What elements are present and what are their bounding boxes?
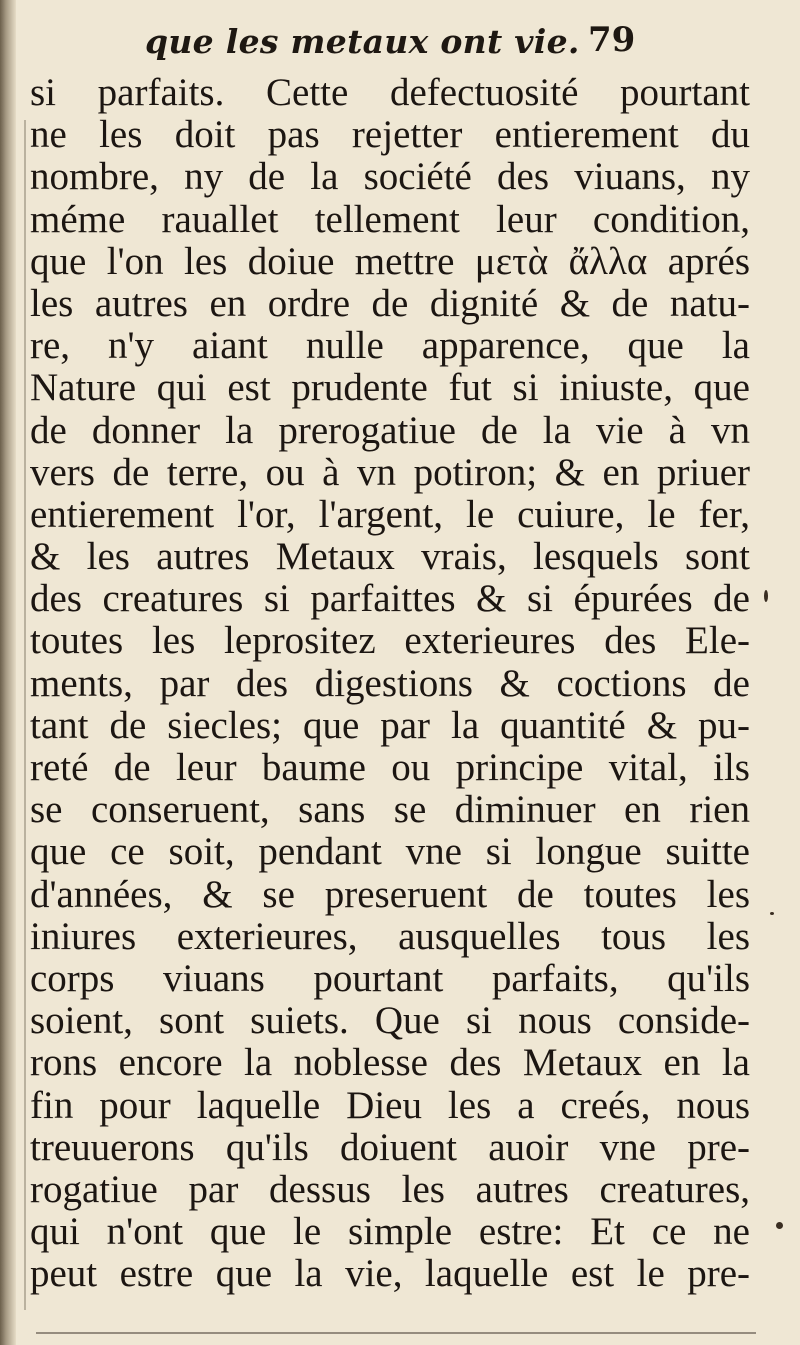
- text-line: rogatiue par dessus les autres creatures,: [30, 1168, 750, 1211]
- text-line: fin pour laquelle Dieu les a creés, nous: [30, 1084, 750, 1127]
- bottom-rule: [36, 1332, 756, 1334]
- text-line: ne les doit pas rejetter entierement du: [30, 114, 750, 157]
- text-line: rons encore la noblesse des Metaux en la: [30, 1042, 750, 1085]
- text-line: vers de terre, ou à vn potiron; & en priuer: [30, 451, 750, 494]
- text-line: nombre, ny de la société des viuans, ny: [30, 156, 750, 199]
- text-line: tant de siecles; que par la quantité & pu-: [30, 704, 750, 747]
- text-line: toutes les leprositez exterieures des Ele-: [30, 620, 750, 663]
- text-line: d'années, & se preseruent de toutes les: [30, 873, 750, 916]
- text-line: re, n'y aiant nulle apparence, que la: [30, 325, 750, 368]
- page-number: 79: [588, 20, 636, 60]
- text-line: que l'on les doiue mettre μετὰ ἄλλα aprés: [30, 240, 750, 283]
- gutter-line: [24, 120, 26, 1310]
- paper-speck: [764, 590, 768, 602]
- text-line: reté de leur baume ou principe vital, ils: [30, 747, 750, 789]
- page-binding-shadow: [0, 0, 16, 1345]
- text-line: si parfaits. Cette defectuosité pourtant: [30, 72, 750, 114]
- text-line: ments, par des digestions & coctions de: [30, 662, 750, 705]
- page-header: [0, 20, 800, 64]
- running-title: que les metaux ont vie.: [145, 22, 580, 61]
- text-line: corps viuans pourtant parfaits, qu'ils: [30, 957, 750, 1000]
- text-line: iniures exterieures, ausquelles tous les: [30, 915, 750, 958]
- text-line: treuuerons qu'ils doiuent auoir vne pre-: [30, 1126, 750, 1169]
- paper-speck: [776, 1222, 783, 1229]
- text-line: des creatures si parfaittes & si épurées de: [30, 578, 750, 621]
- text-line: soient, sont suiets. Que si nous conside-: [30, 1000, 750, 1043]
- body-text: [30, 72, 750, 1295]
- text-line: peut estre que la vie, laquelle est le pre-: [30, 1253, 750, 1296]
- text-line: & les autres Metaux vrais, lesquels sont: [30, 536, 750, 579]
- text-line: entierement l'or, l'argent, le cuiure, le fer,: [30, 493, 750, 536]
- text-line: qui n'ont que le simple estre: Et ce ne: [30, 1211, 750, 1254]
- paper-speck: [770, 912, 774, 915]
- text-line: que ce soit, pendant vne si longue suitte: [30, 831, 750, 874]
- text-line: Nature qui est prudente fut si iniuste, que: [30, 367, 750, 410]
- text-line: se conseruent, sans se diminuer en rien: [30, 789, 750, 832]
- text-line: les autres en ordre de dignité & de natu-: [30, 282, 750, 325]
- text-line: de donner la prerogatiue de la vie à vn: [30, 409, 750, 452]
- text-line: méme rauallet tellement leur condition,: [30, 198, 750, 241]
